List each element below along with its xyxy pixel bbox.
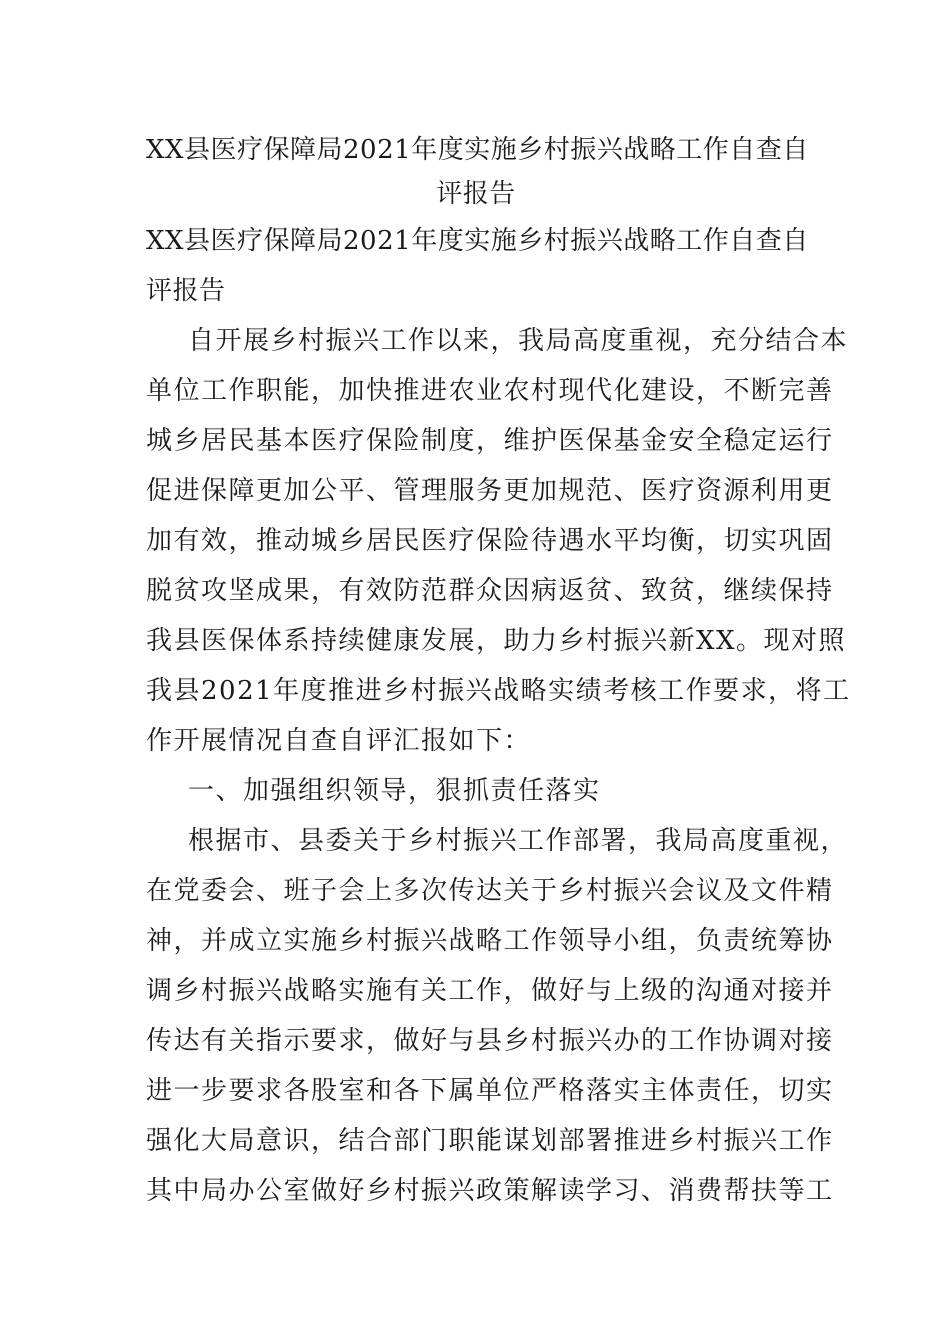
paragraph-line: 其中局办公室做好乡村振兴政策解读学习、消费帮扶等工 (146, 1176, 834, 1206)
paragraph-line: 作开展情况自查自评汇报如下： (146, 726, 532, 756)
title-line-2: 评报告 (436, 179, 516, 209)
paragraph-line: 神，并成立实施乡村振兴战略工作领导小组，负责统筹协 (146, 926, 834, 956)
paragraph-line: 城乡居民基本医疗保险制度，维护医保基金安全稳定运行 (146, 426, 834, 456)
paragraph-line: 单位工作职能，加快推进农业农村现代化建设，不断完善 (146, 376, 834, 406)
subtitle-line-1: XX县医疗保障局2021年度实施乡村振兴战略工作自查自 (146, 226, 809, 256)
paragraph-line: 强化大局意识，结合部门职能谋划部署推进乡村振兴工作 (146, 1126, 834, 1156)
paragraph-line: 脱贫攻坚成果，有效防范群众因病返贫、致贫，继续保持 (146, 576, 834, 606)
document-page (146, 128, 851, 1216)
paragraph-line: 传达有关指示要求，做好与县乡村振兴办的工作协调对接 (146, 1026, 834, 1056)
paragraph-line: 调乡村振兴战略实施有关工作，做好与上级的沟通对接并 (146, 976, 834, 1006)
document-title (146, 128, 809, 216)
document-subtitle (146, 216, 809, 316)
paragraph-line: 根据市、县委关于乡村振兴工作部署，我局高度重视， (188, 826, 849, 856)
intro-paragraph (146, 316, 851, 766)
section-paragraph (146, 816, 849, 1216)
title-line-1: XX县医疗保障局2021年度实施乡村振兴战略工作自查自 (146, 135, 809, 165)
paragraph-line: 加有效，推动城乡居民医疗保险待遇水平均衡，切实巩固 (146, 526, 834, 556)
paragraph-line: 促进保障更加公平、管理服务更加规范、医疗资源利用更 (146, 476, 834, 506)
paragraph-line: 自开展乡村振兴工作以来，我局高度重视，充分结合本 (188, 326, 849, 356)
paragraph-line: 我县2021年度推进乡村振兴战略实绩考核工作要求，将工 (146, 676, 851, 706)
paragraph-line: 在党委会、班子会上多次传达关于乡村振兴会议及文件精 (146, 876, 834, 906)
subtitle-line-2: 评报告 (146, 276, 226, 306)
section-heading: 一、加强组织领导，狠抓责任落实 (188, 776, 601, 806)
paragraph-line: 我县医保体系持续健康发展，助力乡村振兴新XX。现对照 (146, 626, 847, 656)
paragraph-line: 进一步要求各股室和各下属单位严格落实主体责任，切实 (146, 1076, 834, 1106)
